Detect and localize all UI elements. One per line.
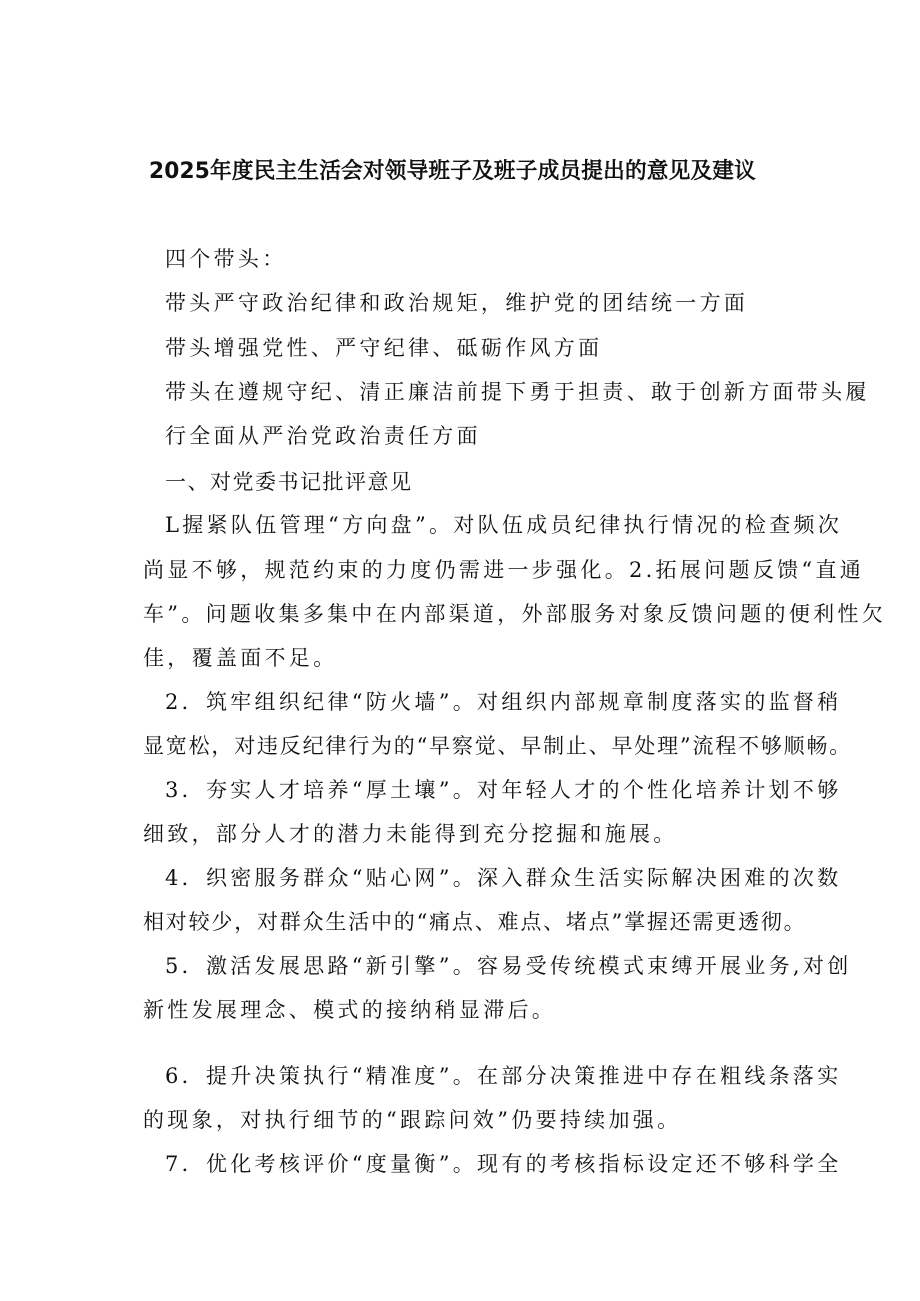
paragraph-line: 相对较少，对群众生活中的“痛点、难点、堵点”掌握还需更透彻。 [143,910,807,934]
paragraph-line: 尚显不够，规范约束的力度仍需进一步强化。2.拓展问题反馈“直通 [143,558,865,582]
four-leads-item: 带头增强党性、严守纪律、砥砺作风方面 [165,336,603,360]
four-leads-item: 行全面从严治党政治责任方面 [165,424,481,448]
four-leads-item: 带头严守政治纪律和政治规矩，维护党的团结统一方面 [165,291,749,315]
paragraph-line: 车”。问题收集多集中在内部渠道，外部服务对象反馈问题的便利性欠 [143,602,887,626]
paragraph-line: 4．织密服务群众“贴心网”。深入群众生活实际解决困难的次数 [165,866,842,890]
paragraph-line: L握紧队伍管理“方向盘”。对队伍成员纪律执行情况的检查频次 [165,513,843,537]
paragraph-line: 2．筑牢组织纪律“防火墙”。对组织内部规章制度落实的监督稍 [165,690,842,714]
paragraph-line: 3．夯实人才培养“厚土壤”。对年轻人才的个性化培养计划不够 [165,778,842,802]
paragraph-line: 5．激活发展思路“新引擎”。容易受传统模式束缚开展业务,对创 [165,954,852,978]
paragraph-line: 佳，覆盖面不足。 [143,646,338,670]
paragraph-line: 的现象，对执行细节的“跟踪问效”仍要持续加强。 [143,1108,682,1132]
paragraph-line: 新性发展理念、模式的接纳稍显滞后。 [143,998,557,1022]
four-leads-item: 带头在遵规守纪、清正廉洁前提下勇于担责、敢于创新方面带头履 [165,380,870,404]
paragraph-line: 6．提升决策执行“精准度”。在部分决策推进中存在粗线条落实 [165,1064,842,1088]
paragraph-line: 7．优化考核评价“度量衡”。现有的考核指标设定还不够科学全 [165,1152,842,1176]
section-heading: 一、对党委书记批评意见 [165,470,413,494]
document-title: 2025年度民主生活会对领导班子及班子成员提出的意见及建议 [148,159,756,184]
paragraph-line: 细致，部分人才的潜力未能得到充分挖掘和施展。 [143,822,678,846]
four-leads-label: 四个带头： [165,247,287,271]
paragraph-line: 显宽松，对违反纪律行为的“早察觉、早制止、早处理”流程不够顺畅。 [143,734,853,758]
